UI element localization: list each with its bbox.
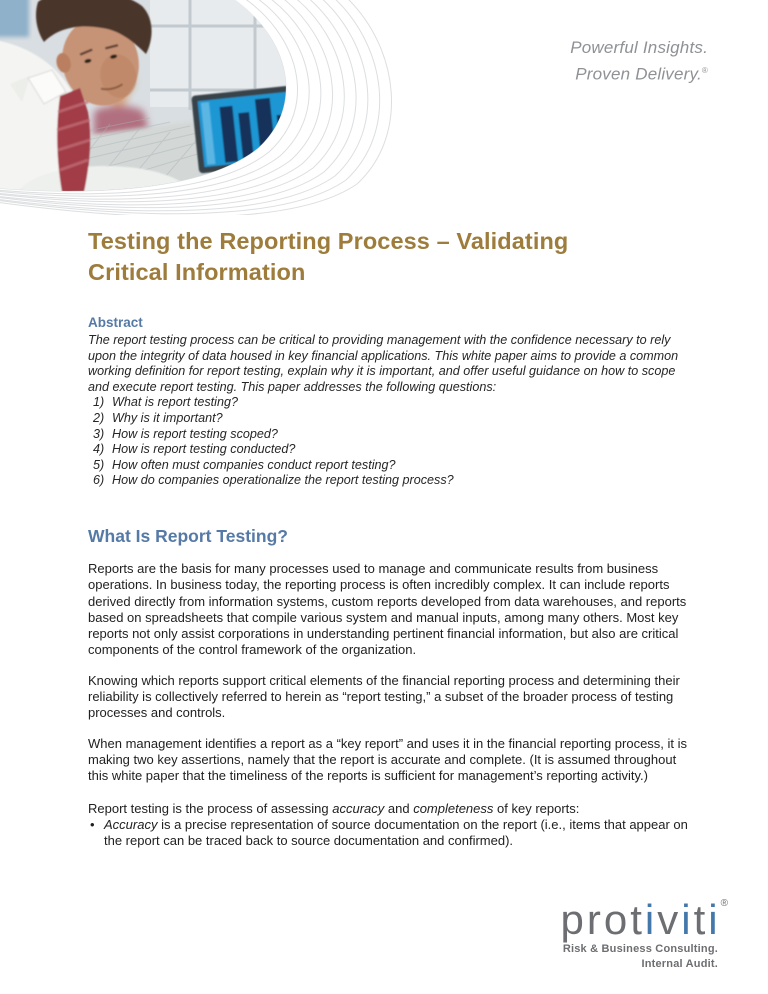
list-item-number: 5)	[93, 457, 105, 472]
registered-mark: ®	[720, 898, 728, 909]
abstract-heading: Abstract	[88, 315, 143, 330]
page-title-line2: Critical Information	[88, 259, 306, 285]
header-banner	[0, 0, 768, 215]
tagline-line2: Proven Delivery.®	[575, 64, 708, 84]
list-item-number: 1)	[93, 395, 105, 410]
protiviti-wordmark: protiviti®	[560, 896, 728, 943]
laptop-screen	[191, 84, 317, 174]
list-item-number: 3)	[93, 426, 105, 441]
list-item-number: 4)	[93, 442, 105, 457]
list-item-text: Why is it important?	[112, 410, 223, 425]
list-item-text: How do companies operationalize the report testing process?	[112, 473, 454, 488]
list-item	[88, 427, 694, 443]
list-item-number: 2)	[93, 410, 105, 425]
list-item-text: How often must companies conduct report testing?	[112, 457, 396, 472]
list-item	[88, 458, 694, 474]
paragraph: Knowing which reports support critical elements of the financial reporting process and determining their reliability is collectively referred to herein as “report testing,” a subset of the broader process of testing processes and controls.	[88, 672, 680, 721]
paragraph: When management identifies a report as a “key report” and uses it in the financial reporting process, it is making two key assertions, namely that the report is accurate and complete. (It is assumed throughout this white paper that the timeliness of the reports is sufficient for management’s reporting activity.)	[88, 735, 688, 784]
red-tie	[57, 88, 90, 192]
list-item-text: How is report testing scoped?	[112, 426, 278, 441]
bullet-item	[88, 817, 694, 850]
list-item	[88, 442, 694, 458]
abstract-text: The report testing process can be critical to providing management with the confidence necessary to rely upon the integrity of data housed in key financial applications. This white paper aims to provide a common working definition for report testing, explain why it is important, and offer useful guidance on how to scope and execute report testing. This paper addresses the following questions:	[88, 333, 679, 394]
list-item-number: 6)	[93, 473, 105, 488]
question-list	[88, 395, 694, 489]
bullet-marker: •	[90, 816, 95, 832]
definition-intro: Report testing is the process of assessing accuracy and completeness of key reports:	[88, 800, 580, 816]
list-item-text: What is report testing?	[112, 395, 238, 410]
logo-tagline-line2: Internal Audit.	[641, 958, 718, 970]
brand-tagline	[570, 36, 708, 86]
office-photo	[0, 0, 365, 215]
tagline-line1: Powerful Insights.	[570, 38, 708, 57]
document-body	[88, 226, 694, 849]
page-title	[88, 226, 694, 288]
list-item	[88, 473, 694, 489]
registered-mark: ®	[701, 66, 708, 75]
section-heading: What Is Report Testing?	[88, 525, 288, 546]
header-photo-swoosh-graphic	[0, 0, 768, 215]
list-item-text: How is report testing conducted?	[112, 442, 296, 457]
protiviti-logo	[561, 882, 728, 972]
page-title-line1: Testing the Reporting Process – Validating	[88, 228, 569, 254]
logo-tagline-line1: Risk & Business Consulting.	[562, 943, 718, 955]
list-item	[88, 395, 694, 411]
list-item	[88, 411, 694, 427]
paragraph: Reports are the basis for many processes used to manage and communicate results from business operations. In business today, the reporting process is often incredibly complex. It can include reports derived directly from information systems, custom reports developed from data warehouses, and reports based on spreadsheets that compile various system and manual inputs, among many others. Most key reports not only assist corporations in understanding pertinent financial information, but also are critical components of the control framework of the organization.	[88, 560, 687, 658]
bullet-text: Accuracy is a precise representation of source documentation on the report (i.e., items that appear on the report can be traced back to source documentation and confirmed).	[104, 816, 688, 849]
